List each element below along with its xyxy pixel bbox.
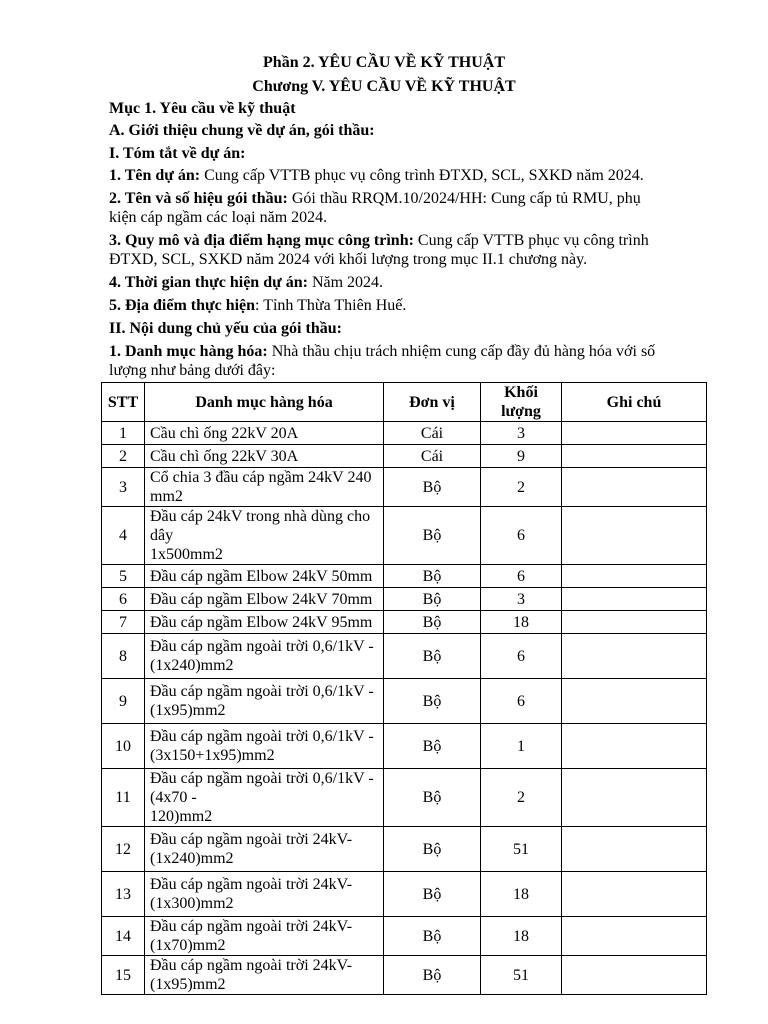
row-quantity: 18	[481, 917, 562, 956]
row-unit: Bộ	[384, 468, 481, 507]
row-unit: Bộ	[384, 827, 481, 872]
row-unit: Bộ	[384, 611, 481, 634]
package-name-text: Gói thầu RRQM.10/2024/HH: Cung cấp tủ RMU, phụ	[287, 190, 641, 207]
row-goods-name-line1: Đầu cáp ngầm ngoài trời 0,6/1kV -	[150, 638, 374, 655]
row-goods-name	[145, 956, 384, 995]
row-quantity: 3	[481, 588, 562, 611]
row-goods-name-line2: (1x240)mm2	[150, 850, 234, 867]
row-goods-name	[145, 445, 384, 468]
location-text: : Tỉnh Thừa Thiên Huế.	[255, 297, 407, 314]
row-goods-name-line2: 120)mm2	[150, 808, 213, 825]
goods-list-paragraph	[109, 342, 709, 362]
row-note	[562, 634, 707, 679]
row-unit: Bộ	[384, 679, 481, 724]
row-goods-name-line1: Cầu chì ống 22kV 30A	[150, 447, 299, 465]
table-row	[102, 769, 707, 827]
row-note	[562, 611, 707, 634]
row-note	[562, 827, 707, 872]
row-quantity: 6	[481, 507, 562, 565]
table-row	[102, 588, 707, 611]
row-quantity: 9	[481, 445, 562, 468]
row-note	[562, 422, 707, 445]
row-stt: 14	[102, 917, 145, 956]
row-stt: 9	[102, 679, 145, 724]
row-stt: 10	[102, 724, 145, 769]
row-unit: Cái	[384, 422, 481, 445]
row-stt: 13	[102, 872, 145, 917]
row-goods-name-line1: Đầu cáp ngầm Elbow 24kV 50mm	[150, 567, 373, 585]
table-row	[102, 422, 707, 445]
location-label: 5. Địa điểm thực hiện	[109, 297, 256, 314]
row-note	[562, 769, 707, 827]
goods-list-label: 1. Danh mục hàng hóa:	[109, 343, 268, 360]
row-quantity: 18	[481, 611, 562, 634]
row-unit: Bộ	[384, 634, 481, 679]
table-row	[102, 872, 707, 917]
row-note	[562, 445, 707, 468]
row-goods-name-line1: Cổ chia 3 đầu cáp ngầm 24kV 240 mm2	[150, 469, 372, 505]
chapter-title: Chương V. YÊU CẦU VỀ KỸ THUẬT	[252, 78, 516, 95]
row-note	[562, 468, 707, 507]
row-quantity: 18	[481, 872, 562, 917]
row-goods-name	[145, 872, 384, 917]
table-row	[102, 956, 707, 995]
row-note	[562, 588, 707, 611]
scale-location-continuation: ĐTXD, SCL, SXKD năm 2024 với khối lượng trong mục II.1 chương này.	[109, 251, 588, 268]
row-unit: Bộ	[384, 724, 481, 769]
project-name-text: Cung cấp VTTB phục vụ công trình ĐTXD, SCL, SXKD năm 2024.	[200, 167, 644, 184]
row-stt: 12	[102, 827, 145, 872]
subsection-a-heading: A. Giới thiệu chung về dự án, gói thầu:	[109, 122, 375, 139]
row-stt: 7	[102, 611, 145, 634]
row-stt: 6	[102, 588, 145, 611]
row-note	[562, 565, 707, 588]
row-stt: 4	[102, 507, 145, 565]
package-name-paragraph	[109, 189, 709, 209]
row-goods-name-line1: Đầu cáp ngầm ngoài trời 24kV- (1x70)mm2	[150, 918, 353, 954]
goods-list-continuation: lượng như bảng dưới đây:	[109, 362, 276, 379]
row-goods-name-line2: 1x500mm2	[150, 546, 223, 563]
table-row	[102, 634, 707, 679]
subsection-ii-heading: II. Nội dung chủ yếu của gói thầu:	[109, 320, 342, 337]
row-note	[562, 507, 707, 565]
row-unit: Bộ	[384, 565, 481, 588]
header-quantity-line2: lượng	[501, 403, 541, 420]
package-name-label: 2. Tên và số hiệu gói thầu:	[109, 190, 288, 207]
row-goods-name-line1: Đầu cáp 24kV trong nhà dùng cho dây	[150, 508, 371, 544]
row-goods-name	[145, 679, 384, 724]
row-goods-name	[145, 422, 384, 445]
row-note	[562, 956, 707, 995]
row-unit: Bộ	[384, 769, 481, 827]
row-goods-name-line2: (1x240)mm2	[150, 657, 234, 674]
project-name-label: 1. Tên dự án:	[109, 167, 201, 184]
header-goods-name: Danh mục hàng hóa	[145, 383, 384, 422]
header-quantity	[481, 383, 562, 422]
table-row	[102, 917, 707, 956]
row-goods-name-line1: Đầu cáp ngầm ngoài trời 0,6/1kV -	[150, 683, 374, 700]
row-stt: 11	[102, 769, 145, 827]
row-goods-name	[145, 611, 384, 634]
row-stt: 1	[102, 422, 145, 445]
scale-location-label: 3. Quy mô và địa điểm hạng mục công trình:	[109, 232, 414, 249]
row-goods-name	[145, 507, 384, 565]
row-goods-name-line1: Đầu cáp ngầm ngoài trời 0,6/1kV - (4x70 -	[150, 770, 374, 806]
row-stt: 5	[102, 565, 145, 588]
row-goods-name	[145, 634, 384, 679]
row-goods-name	[145, 468, 384, 507]
scale-location-text: Cung cấp VTTB phục vụ công trình	[413, 232, 649, 249]
row-quantity: 6	[481, 565, 562, 588]
row-goods-name-line1: Đầu cáp ngầm ngoài trời 24kV- (1x95)mm2	[150, 957, 353, 993]
row-goods-name	[145, 917, 384, 956]
row-goods-name-line1: Đầu cáp ngầm Elbow 24kV 70mm	[150, 590, 373, 608]
row-unit: Bộ	[384, 588, 481, 611]
subsection-i-heading: I. Tóm tắt về dự án:	[109, 145, 246, 162]
row-quantity: 1	[481, 724, 562, 769]
table-header-row	[102, 383, 707, 422]
row-unit: Bộ	[384, 956, 481, 995]
duration-text: Năm 2024.	[307, 274, 384, 291]
header-note: Ghi chú	[562, 383, 707, 422]
goods-table	[101, 382, 707, 995]
part-title: Phần 2. YÊU CẦU VỀ KỸ THUẬT	[263, 54, 505, 71]
row-goods-name	[145, 588, 384, 611]
row-goods-name	[145, 827, 384, 872]
row-quantity: 2	[481, 769, 562, 827]
row-goods-name-line2: (1x95)mm2	[150, 702, 226, 719]
row-goods-name-line2: (3x150+1x95)mm2	[150, 747, 275, 764]
table-body	[102, 422, 707, 995]
table-row	[102, 827, 707, 872]
row-note	[562, 679, 707, 724]
row-goods-name	[145, 565, 384, 588]
row-quantity: 51	[481, 827, 562, 872]
row-stt: 8	[102, 634, 145, 679]
package-name-continuation: kiện cáp ngầm các loại năm 2024.	[109, 209, 328, 226]
row-note	[562, 917, 707, 956]
project-name-paragraph	[109, 166, 709, 186]
duration-label: 4. Thời gian thực hiện dự án:	[109, 274, 308, 291]
row-goods-name	[145, 724, 384, 769]
row-goods-name-line1: Đầu cáp ngầm ngoài trời 24kV-	[150, 831, 353, 848]
row-goods-name-line1: Đầu cáp ngầm ngoài trời 24kV-	[150, 876, 353, 893]
row-quantity: 2	[481, 468, 562, 507]
table-row	[102, 679, 707, 724]
row-quantity: 6	[481, 679, 562, 724]
row-unit: Bộ	[384, 917, 481, 956]
table-row	[102, 468, 707, 507]
row-note	[562, 872, 707, 917]
duration-paragraph	[109, 273, 709, 293]
row-quantity: 51	[481, 956, 562, 995]
table-row	[102, 445, 707, 468]
header-unit: Đơn vị	[384, 383, 481, 422]
table-row	[102, 565, 707, 588]
row-stt: 3	[102, 468, 145, 507]
row-goods-name-line1: Đầu cáp ngầm ngoài trời 0,6/1kV -	[150, 728, 374, 745]
row-note	[562, 724, 707, 769]
row-unit: Cái	[384, 445, 481, 468]
row-quantity: 6	[481, 634, 562, 679]
row-goods-name-line1: Cầu chì ống 22kV 20A	[150, 424, 299, 442]
table-row	[102, 611, 707, 634]
header-stt: STT	[102, 383, 145, 422]
scale-location-paragraph	[109, 231, 709, 251]
table-row	[102, 507, 707, 565]
row-quantity: 3	[481, 422, 562, 445]
section-title: Mục 1. Yêu cầu về kỹ thuật	[109, 100, 296, 117]
table-row	[102, 724, 707, 769]
row-unit: Bộ	[384, 507, 481, 565]
row-stt: 2	[102, 445, 145, 468]
row-unit: Bộ	[384, 872, 481, 917]
header-quantity-line1: Khối	[504, 384, 538, 401]
location-paragraph	[109, 296, 709, 316]
row-stt: 15	[102, 956, 145, 995]
goods-list-text: Nhà thầu chịu trách nhiệm cung cấp đầy đủ hàng hóa với số	[267, 343, 656, 360]
row-goods-name-line1: Đầu cáp ngầm Elbow 24kV 95mm	[150, 613, 373, 631]
row-goods-name-line2: (1x300)mm2	[150, 895, 234, 912]
row-goods-name	[145, 769, 384, 827]
